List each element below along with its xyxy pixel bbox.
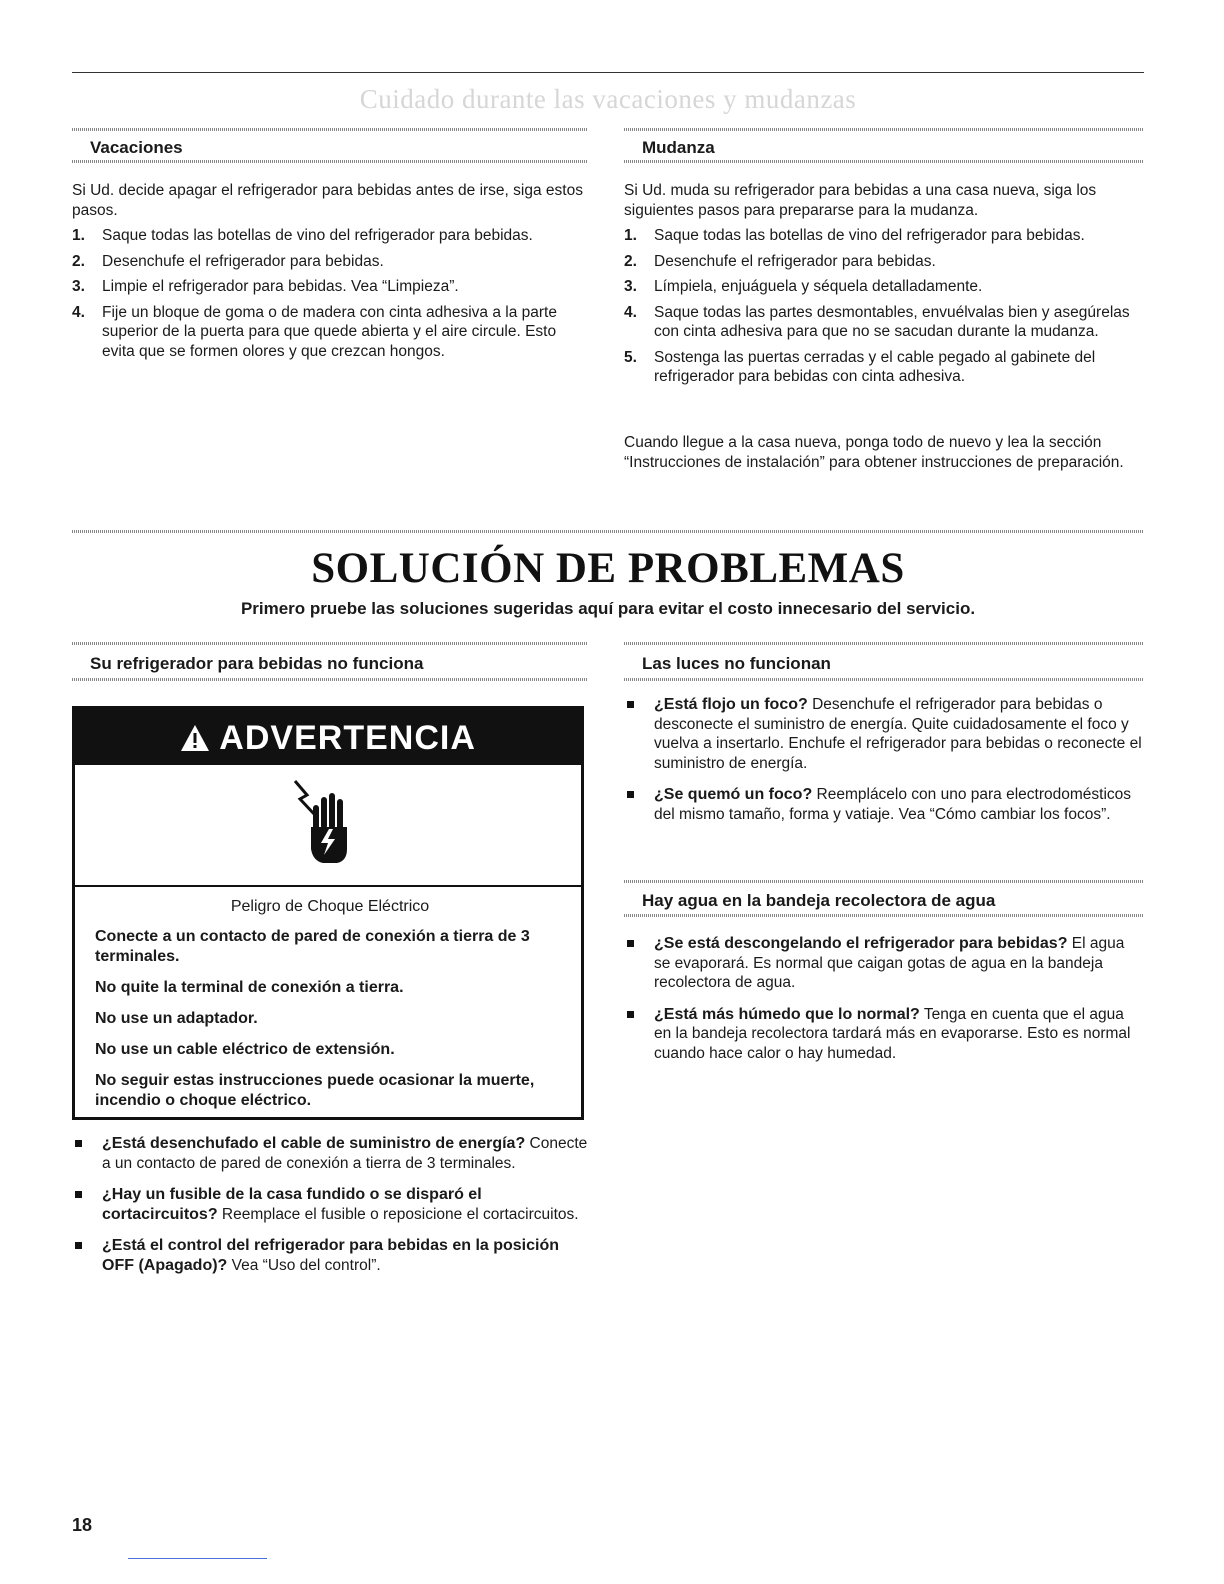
vacaciones-heading: Vacaciones bbox=[90, 138, 183, 157]
list-item: ¿Hay un fusible de la casa fundido o se disparó el cortacircuitos? Reemplace el fusible o reposicione el cortacircuitos. bbox=[72, 1185, 588, 1224]
agua-heading: Hay agua en la bandeja recolectora de agua bbox=[642, 891, 996, 910]
warning-icon-area bbox=[75, 765, 581, 887]
footer-rule bbox=[128, 1558, 267, 1559]
mudanza-steps bbox=[624, 226, 1144, 393]
list-item: 3. Limpie el refrigerador para bebidas. Vea “Limpieza”. bbox=[72, 278, 459, 295]
no-funciona-heading: Su refrigerador para bebidas no funciona bbox=[90, 654, 424, 673]
hatch-rule bbox=[624, 914, 1144, 917]
list-item: ¿Está desenchufado el cable de suministro de energía? Conecte a un contacto de pared de conexión a tierra de 3 terminales. bbox=[72, 1134, 588, 1173]
mudanza-heading: Mudanza bbox=[642, 138, 715, 157]
list-item: ¿Se está descongelando el refrigerador para bebidas? El agua se evaporará. Es normal que caigan gotas de agua en la bandeja recolectora de agua. bbox=[624, 934, 1144, 993]
warning-label: ADVERTENCIA bbox=[219, 719, 476, 757]
hatch-rule bbox=[624, 128, 1144, 131]
hatch-rule bbox=[624, 642, 1144, 645]
list-item: 1. Saque todas las botellas de vino del refrigerador para bebidas. bbox=[72, 227, 533, 244]
agua-list bbox=[624, 934, 1144, 1075]
warning-text bbox=[95, 897, 565, 1122]
warning-triangle-icon bbox=[180, 719, 219, 757]
electric-shock-hand-icon bbox=[291, 777, 361, 869]
list-item: 4. Fije un bloque de goma o de madera con cinta adhesiva a la parte superior de la puerta para que quede abierta y el aire circule. Esto evita que se formen olores y que crezcan hongos. bbox=[72, 303, 557, 360]
list-item: 3. Límpiela, enjuáguela y séquela detalladamente. bbox=[624, 278, 983, 295]
warning-caption: Peligro de Choque Eléctrico bbox=[230, 898, 430, 915]
hatch-rule bbox=[72, 160, 588, 163]
hatch-rule bbox=[624, 678, 1144, 681]
hatch-rule bbox=[72, 128, 588, 131]
section-title: Cuidado durante las vacaciones y mudanzas bbox=[359, 84, 857, 114]
luces-list bbox=[624, 695, 1144, 836]
troubleshooting-intro: Primero pruebe las soluciones sugeridas aquí para evitar el costo innecesario del servicio. bbox=[240, 599, 976, 618]
hatch-rule bbox=[72, 530, 1144, 533]
hatch-rule bbox=[624, 880, 1144, 883]
warning-header bbox=[75, 709, 581, 765]
hatch-rule bbox=[72, 642, 588, 645]
list-item: ¿Se quemó un foco? Reemplácelo con uno para electrodomésticos del mismo tamaño, forma y vatiaje. Vea “Cómo cambiar los focos”. bbox=[624, 785, 1144, 824]
warning-line: Conecte a un contacto de pared de conexión a tierra de 3 terminales. bbox=[95, 928, 530, 965]
top-rule bbox=[72, 72, 1144, 73]
warning-line: No use un cable eléctrico de extensión. bbox=[95, 1041, 395, 1058]
list-item: 2. Desenchufe el refrigerador para bebidas. bbox=[72, 252, 384, 270]
page-number: 18 bbox=[72, 1515, 93, 1535]
warning-line: No quite la terminal de conexión a tierra. bbox=[95, 979, 404, 996]
list-item: ¿Está el control del refrigerador para bebidas en la posición OFF (Apagado)? Vea “Uso del control”. bbox=[72, 1236, 588, 1275]
warning-line: No seguir estas instrucciones puede ocasionar la muerte, incendio o choque eléctrico. bbox=[95, 1072, 535, 1109]
hatch-rule bbox=[624, 160, 1144, 163]
list-item: ¿Está flojo un foco? Desenchufe el refrigerador para bebidas o desconecte el suministro de energía. Quite cuidadosamente el foco y vuelva a insertarlo. Enchufe el refrigerador para bebidas o reconecte el suministro de energía. bbox=[624, 695, 1144, 773]
no-funciona-list bbox=[72, 1134, 588, 1287]
mudanza-intro: Si Ud. muda su refrigerador para bebidas a una casa nueva, siga los siguientes pasos para prepararse para la mudanza. bbox=[624, 182, 1097, 219]
list-item: 5. Sostenga las puertas cerradas y el cable pegado al gabinete del refrigerador para bebidas con cinta adhesiva. bbox=[624, 348, 1096, 385]
vacaciones-steps bbox=[72, 226, 588, 367]
warning-line: No use un adaptador. bbox=[95, 1010, 258, 1027]
list-item: 4. Saque todas las partes desmontables, envuélvalas bien y asegúrelas con cinta adhesiva para que no se sacudan durante la mudanza. bbox=[624, 303, 1130, 340]
luces-heading: Las luces no funcionan bbox=[642, 654, 831, 673]
list-item: 2. Desenchufe el refrigerador para bebidas. bbox=[624, 252, 936, 270]
list-item: ¿Está más húmedo que lo normal? Tenga en cuenta que el agua en la bandeja recolectora tardará más en evaporarse. Esto es normal cuando hace calor o hay humedad. bbox=[624, 1005, 1144, 1064]
mudanza-closing: Cuando llegue a la casa nueva, ponga todo de nuevo y lea la sección “Instrucciones de instalación” para obtener instrucciones de preparación. bbox=[624, 434, 1124, 471]
hatch-rule bbox=[72, 678, 588, 681]
page-title: SOLUCIÓN DE PROBLEMAS bbox=[311, 545, 905, 592]
warning-box bbox=[72, 706, 584, 1120]
vacaciones-intro: Si Ud. decide apagar el refrigerador para bebidas antes de irse, siga estos pasos. bbox=[72, 182, 583, 219]
list-item: 1. Saque todas las botellas de vino del refrigerador para bebidas. bbox=[624, 227, 1085, 244]
